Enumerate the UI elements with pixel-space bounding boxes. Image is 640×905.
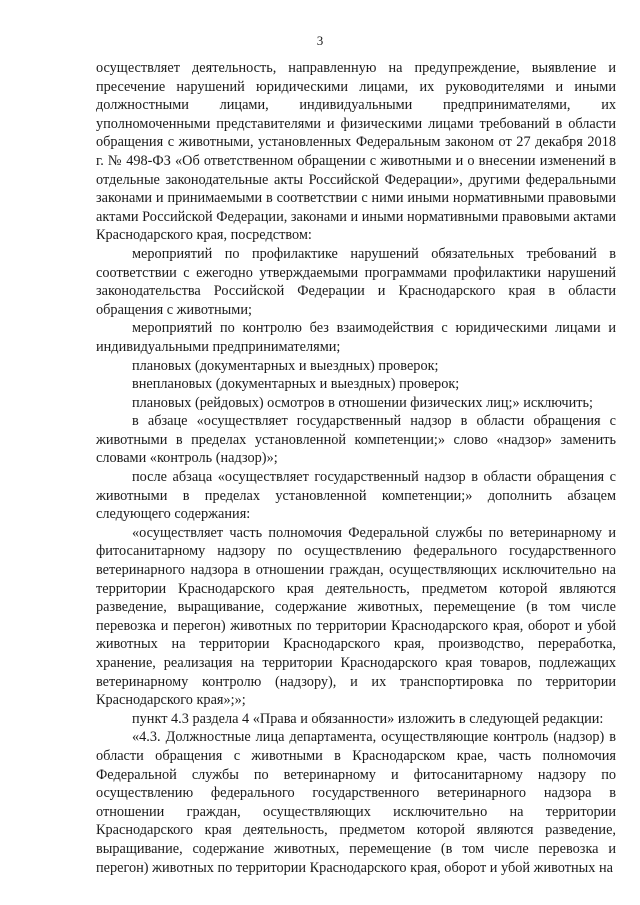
paragraph: плановых (рейдовых) осмотров в отношении физических лиц;» исключить; [132, 394, 593, 411]
paragraph: внеплановых (документарных и выездных) проверок; [132, 376, 460, 393]
paragraph: в абзаце «осуществляет государственный надзор в области обращения с животными в пределах установленной компетенции;» слово «надзор» заменить словами «контроль (надзор)»; [96, 413, 616, 467]
paragraph: после абзаца «осуществляет государственный надзор в области обращения с животными в пределах установленной компетенции;» дополнить абзацем следующего содержания: [96, 469, 616, 523]
paragraph: осуществляет деятельность, направленную на предупреждение, выявление и пресечение нарушений юридическими лицами, их руководителями и иными должностными лицами, индивидуальными предпринимателями, их уполномоченными представителями и физическими лицами требований в области обращения с животными, установленных Федеральным законом от 27 декабря 2018 г. № 498-ФЗ «Об ответственном обращении с животными и о внесении изменений в отдельные законодательные акты Российской Федерации», другими федеральными законами и принимаемыми в соответствии с ними иными нормативными правовыми актами Российской Федерации, законами и иными нормативными правовыми актами Краснодарского края, посредством: [96, 60, 616, 244]
document-body [96, 59, 616, 877]
page-number: 3 [316, 33, 324, 48]
paragraph: пункт 4.3 раздела 4 «Права и обязанности» изложить в следующей редакции: [132, 710, 604, 727]
paragraph: мероприятий по контролю без взаимодействия с юридическими лицами и индивидуальными предпринимателями; [96, 320, 616, 355]
paragraph: плановых (документарных и выездных) проверок; [132, 357, 439, 374]
paragraph: мероприятий по профилактике нарушений обязательных требований в соответствии с ежегодно утверждаемыми программами профилактики нарушений законодательства Российской Федерации и Краснодарского края в области обращения с животными; [96, 245, 616, 318]
paragraph: «осуществляет часть полномочия Федеральной службы по ветеринарному и фитосанитарному надзору по осуществлению федерального государственного ветеринарного надзора в отношении граждан, осуществляющих исключительно на территории Краснодарского края деятельность, предметом которой являются разведение, выращивание, содержание животных, перемещение (в том числе перевозка и перегон) животных по территории Краснодарского края, оборот и убой животных на территории Краснодарского края, производство, переработка, хранение, реализация на территории Краснодарского края товаров, подлежащих ветеринарному контролю (надзору), и их транспортировка по территории Краснодарского края»;»; [96, 524, 616, 709]
paragraph: «4.3. Должностные лица департамента, осуществляющие контроль (надзор) в области обращения с животными в Краснодарском крае, часть полномочия Федеральной службы по ветеринарному и фитосанитарному надзору по осуществлению федерального государственного ветеринарного надзора в отношении граждан, осуществляющих исключительно на территории Краснодарского края деятельность, предметом которой являются разведение, выращивание, содержание животных, перемещение (в том числе перевозка и перегон) животных по территории Краснодарского края, оборот и убой животных на [96, 729, 616, 876]
